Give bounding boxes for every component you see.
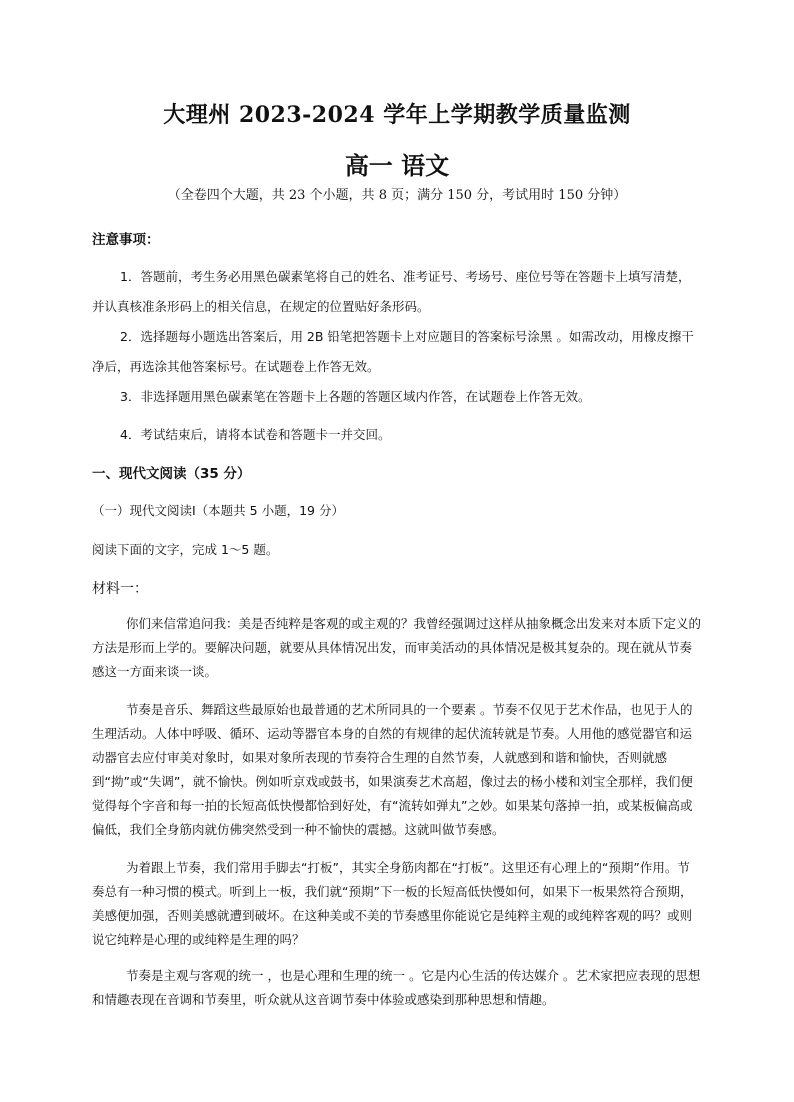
notice-item-4: 4．考试结束后，请将本试卷和答题卡一并交回。	[120, 427, 391, 442]
sub-section-heading: （一）现代文阅读Ⅰ（本题共 5 小题，19 分）	[92, 503, 344, 518]
material-label: 材料一：	[92, 581, 148, 597]
paragraph-1: 你们来信常追问我：美是否纯粹是客观的或主观的？我曾经强调过这样从抽象概念出发来对本质下定义的方法是形而上学的。要解决问题，就要从具体情况出发，而审美活动的具体情况是极其复杂的。现在就从节奏感这一方面来谈一谈。	[92, 616, 702, 679]
exam-info: （全卷四个大题，共 23 个小题，共 8 页；满分 150 分，考试用时 150 分钟）	[167, 188, 627, 203]
paragraph-3: 为着跟上节奏，我们常用手脚去“打板”，其实全身筋肉都在“打板”。这里还有心理上的“预期”作用。节奏总有一种习惯的模式。听到上一板，我们就“预期”下一板的长短高低快慢如何，如果下一板果然符合预期，美感便加强，否则美感就遭到破坏。在这种美或不美的节奏感里你能说它是纯粹主观的或纯粹客观的吗？或则说它纯粹是心理的或纯粹是生理的吗？	[92, 860, 693, 947]
notices-heading: 注意事项：	[92, 232, 160, 248]
notice-item-1: 1．答题前，考生务必用黑色碳素笔将自己的姓名、准考证号、考场号、座位号等在答题卡上填写清楚，并认真核准条形码上的相关信息，在规定的位置贴好条形码。	[92, 269, 691, 314]
section-heading: 一、现代文阅读（35 分）	[92, 466, 251, 482]
paragraph-2: 节奏是音乐、舞蹈这些最原始也最普通的艺术所同具的一个要素 。节奏不仅见于艺术作品，也见于人的生理活动。人体中呼吸、循环、运动等器官本身的自然的有规律的起伏流转就是节奏。人用他的感觉器官和运动器官去应付审美对象时，如果对象所表现的节奏符合生理的自然节奏，人就感到和谐和愉快，否则就感到“拗”或“失调”，就不愉快。例如听京戏或鼓书，如果演奏艺术高超，像过去的杨小楼和刘宝全那样，我们便觉得每个字音和每一拍的长短高低快慢都恰到好处，有“流转如弹丸”之妙。如果某句落掉一拍，或某板偏高或偏低，我们全身筋肉就仿佛突然受到一种不愉快的震撼。这就叫做节奏感。	[92, 702, 693, 837]
exam-subject: 高一 语文	[344, 151, 450, 180]
exam-title: 大理州 2023-2024 学年上学期教学质量监测	[163, 102, 631, 128]
notice-item-3: 3．非选择题用黑色碳素笔在答题卡上各题的答题区域内作答，在试题卷上作答无效。	[120, 389, 591, 404]
paragraph-4: 节奏是主观与客观的统一 ，也是心理和生理的统一 。它是内心生活的传达媒介 。艺术家把应表现的思想和情趣表现在音调和节奏里，听众就从这音调节奏中体验或感染到那种思想和情趣。	[92, 968, 701, 1007]
notice-item-2: 2．选择题每小题选出答案后，用 2B 铅笔把答题卡上对应题目的答案标号涂黑 。如需改动，用橡皮擦干净后，再选涂其他答案标号。在试题卷上作答无效。	[92, 329, 694, 374]
reading-instruction: 阅读下面的文字，完成 1～5 题。	[92, 542, 279, 557]
